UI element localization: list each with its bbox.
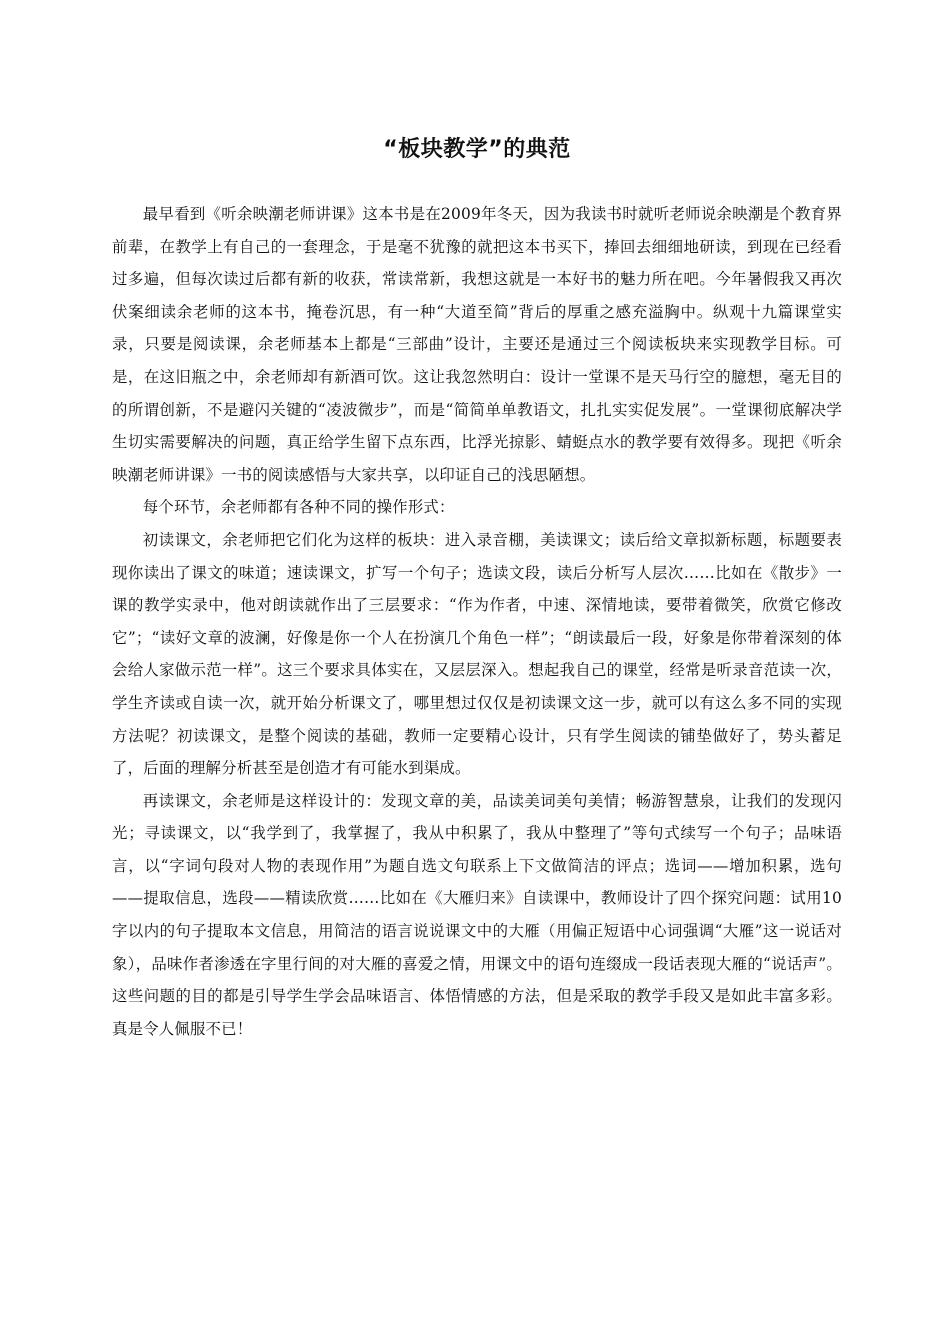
paragraph-forms: 每个环节，余老师都有各种不同的操作形式： (142, 498, 455, 517)
document-page (112, 130, 842, 1045)
paragraph-second-reading: 再读课文，余老师是这样设计的：发现文章的美，品读美词美句美情；畅游智慧泉，让我们的发现闪光；寻读课文，以“我学到了，我掌握了，我从中积累了，我从中整理了”等句式续写一个句子；品味语言，以“字词句段对人物的表现作用”为题自选文句联系上下文做简洁的评点；选词——增加积累，选句——提取信息，选段——精读欣赏……比如在《大雁归来》自读课中，教师设计了四个探究问题：试用10字以内的句子提取本文信息，用简洁的语言说说课文中的大雁（用偏正短语中心词强调“大雁”这一说话对象），品味作者渗透在字里行间的对大雁的喜爱之情，用课文中的语句连缀成一段话表现大雁的“说话声”。这些问题的目的都是引导学生学会品味语言、体悟情感的方法，但是采取的教学手段又是如此丰富多彩。真是令人佩服不已！ (112, 791, 842, 1038)
paragraph-first-reading: 初读课文，余老师把它们化为这样的板块：进入录音棚，美读课文；读后给文章拟新标题，标题要表现你读出了课文的味道；速读课文，扩写一个句子；选读文段，读后分析写人层次……比如在《散步》一课的教学实录中，他对朗读就作出了三层要求：“作为作者，中速、深情地读，要带着微笑，欣赏它修改它”；“读好文章的波澜，好像是你一个人在扮演几个角色一样”；“朗读最后一段，好象是你带着深刻的体会给人家做示范一样”。这三个要求具体实在，又层层深入。想起我自己的课堂，经常是听录音范读一次，学生齐读或自读一次，就开始分析课文了，哪里想过仅仅是初读课文这一步，就可以有这么多不同的实现方法呢？初读课文，是整个阅读的基础，教师一定要精心设计，只有学生阅读的铺垫做好了，势头蓄足了，后面的理解分析甚至是创造才有可能水到渠成。 (112, 530, 842, 778)
document-title: “板块教学”的典范 (383, 137, 571, 162)
paragraph-intro: 最早看到《听余映潮老师讲课》这本书是在2009年冬天，因为我读书时就听老师说余映潮是个教育界前辈，在教学上有自己的一套理念，于是毫不犹豫的就把这本书买下，捧回去细细地研读，到现在已经看过多遍，但每次读过后都有新的收获，常读常新，我想这就是一本好书的魅力所在吧。今年暑假我又再次伏案细读余老师的这本书，掩卷沉思，有一种“大道至简”背后的厚重之感充溢胸中。纵观十九篇课堂实录，只要是阅读课，余老师基本上都是“三部曲”设计，主要还是通过三个阅读板块来实现教学目标。可是，在这旧瓶之中，余老师却有新酒可饮。这让我忽然明白：设计一堂课不是天马行空的臆想，毫无目的的所谓创新，不是避闪关键的“凌波微步”，而是“简简单单教语文，扎扎实实促发展”。一堂课彻底解决学生切实需要解决的问题，真正给学生留下点东西，比浮光掠影、蜻蜓点水的教学要有效得多。现把《听余映潮老师讲课》一书的阅读感悟与大家共享，以印证自己的浅思陋想。 (112, 205, 842, 484)
